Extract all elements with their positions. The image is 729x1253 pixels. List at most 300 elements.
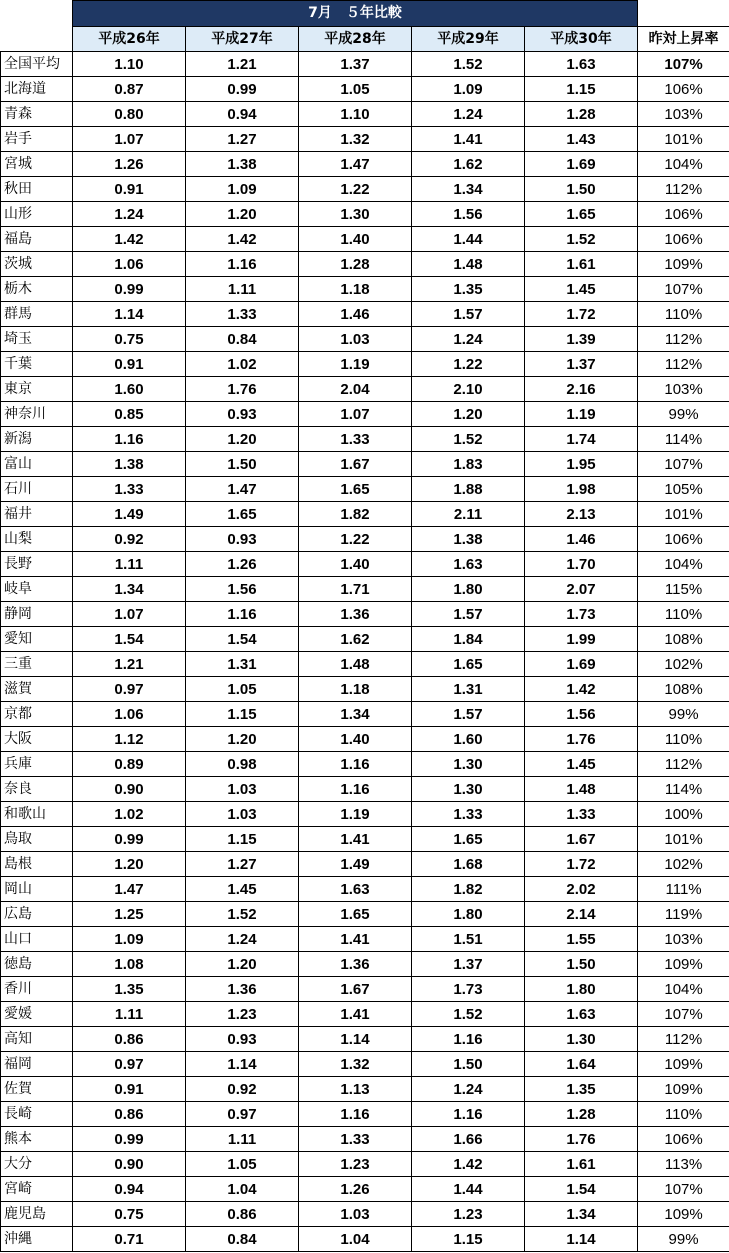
value-cell: 1.65	[186, 502, 299, 527]
value-cell: 1.37	[412, 952, 525, 977]
header-row	[1, 27, 729, 52]
rate-cell: 109%	[638, 1052, 729, 1077]
value-cell: 1.61	[525, 1152, 638, 1177]
rate-cell: 101%	[638, 502, 729, 527]
value-cell: 1.41	[412, 127, 525, 152]
value-cell: 1.45	[186, 877, 299, 902]
value-cell: 0.97	[73, 677, 186, 702]
title-row	[1, 1, 729, 27]
value-cell: 1.63	[299, 877, 412, 902]
value-cell: 1.22	[299, 527, 412, 552]
value-cell: 0.75	[73, 327, 186, 352]
table-row	[1, 577, 729, 602]
value-cell: 1.60	[412, 727, 525, 752]
value-cell: 2.16	[525, 377, 638, 402]
rate-cell: 114%	[638, 427, 729, 452]
table-row	[1, 452, 729, 477]
prefecture-name: 佐賀	[1, 1077, 73, 1102]
rate-cell: 112%	[638, 177, 729, 202]
table-row	[1, 977, 729, 1002]
rate-cell: 107%	[638, 1002, 729, 1027]
table-row	[1, 927, 729, 952]
value-cell: 0.84	[186, 327, 299, 352]
value-cell: 1.50	[525, 952, 638, 977]
value-cell: 1.16	[186, 252, 299, 277]
value-cell: 1.16	[299, 752, 412, 777]
value-cell: 1.88	[412, 477, 525, 502]
prefecture-name: 沖縄	[1, 1227, 73, 1252]
prefecture-name: 高知	[1, 1027, 73, 1052]
value-cell: 0.93	[186, 1027, 299, 1052]
value-cell: 1.09	[186, 177, 299, 202]
value-cell: 1.10	[299, 102, 412, 127]
value-cell: 1.33	[299, 427, 412, 452]
value-cell: 1.52	[412, 427, 525, 452]
value-cell: 1.72	[525, 852, 638, 877]
value-cell: 1.57	[412, 302, 525, 327]
prefecture-name: 茨城	[1, 252, 73, 277]
prefecture-name: 宮崎	[1, 1177, 73, 1202]
value-cell: 1.05	[299, 77, 412, 102]
value-cell: 1.11	[186, 277, 299, 302]
value-cell: 1.28	[299, 252, 412, 277]
value-cell: 1.45	[525, 752, 638, 777]
value-cell: 1.30	[299, 202, 412, 227]
value-cell: 1.22	[299, 177, 412, 202]
rate-cell: 112%	[638, 327, 729, 352]
table-row	[1, 1227, 729, 1252]
value-cell: 1.45	[525, 277, 638, 302]
table-row	[1, 102, 729, 127]
value-cell: 1.50	[412, 1052, 525, 1077]
value-cell: 1.83	[412, 452, 525, 477]
prefecture-name: 宮城	[1, 152, 73, 177]
prefecture-name: 鳥取	[1, 827, 73, 852]
prefecture-name: 山形	[1, 202, 73, 227]
value-cell: 1.07	[299, 402, 412, 427]
value-cell: 1.55	[525, 927, 638, 952]
value-cell: 1.48	[299, 652, 412, 677]
value-cell: 1.36	[186, 977, 299, 1002]
value-cell: 1.73	[525, 602, 638, 627]
year-header: 平成29年	[412, 27, 525, 52]
table-row	[1, 777, 729, 802]
prefecture-name: 滋賀	[1, 677, 73, 702]
value-cell: 1.54	[73, 627, 186, 652]
value-cell: 1.21	[73, 652, 186, 677]
value-cell: 0.89	[73, 752, 186, 777]
table-row	[1, 602, 729, 627]
table-row	[1, 652, 729, 677]
value-cell: 0.92	[73, 527, 186, 552]
value-cell: 1.04	[299, 1227, 412, 1252]
value-cell: 1.44	[412, 227, 525, 252]
value-cell: 1.15	[412, 1227, 525, 1252]
rate-cell: 119%	[638, 902, 729, 927]
value-cell: 1.22	[412, 352, 525, 377]
value-cell: 1.44	[412, 1177, 525, 1202]
value-cell: 1.20	[186, 727, 299, 752]
prefecture-name: 愛媛	[1, 1002, 73, 1027]
prefecture-name: 福岡	[1, 1052, 73, 1077]
rate-cell: 100%	[638, 802, 729, 827]
prefecture-name: 鹿児島	[1, 1202, 73, 1227]
value-cell: 1.98	[525, 477, 638, 502]
value-cell: 1.30	[412, 777, 525, 802]
value-cell: 1.02	[73, 802, 186, 827]
value-cell: 1.52	[525, 227, 638, 252]
value-cell: 1.73	[412, 977, 525, 1002]
table-row	[1, 302, 729, 327]
prefecture-name: 青森	[1, 102, 73, 127]
value-cell: 1.82	[299, 502, 412, 527]
prefecture-name: 岩手	[1, 127, 73, 152]
table-row	[1, 852, 729, 877]
value-cell: 1.38	[186, 152, 299, 177]
value-cell: 1.15	[186, 702, 299, 727]
prefecture-name: 山口	[1, 927, 73, 952]
value-cell: 1.14	[299, 1027, 412, 1052]
value-cell: 0.90	[73, 777, 186, 802]
value-cell: 1.32	[299, 1052, 412, 1077]
value-cell: 1.23	[412, 1202, 525, 1227]
value-cell: 1.07	[73, 127, 186, 152]
value-cell: 1.76	[525, 727, 638, 752]
value-cell: 1.20	[412, 402, 525, 427]
rate-cell: 101%	[638, 127, 729, 152]
rate-cell: 109%	[638, 252, 729, 277]
value-cell: 1.95	[525, 452, 638, 477]
value-cell: 1.14	[525, 1227, 638, 1252]
value-cell: 1.42	[186, 227, 299, 252]
rate-cell: 103%	[638, 927, 729, 952]
value-cell: 2.13	[525, 502, 638, 527]
value-cell: 0.91	[73, 177, 186, 202]
value-cell: 1.36	[299, 602, 412, 627]
value-cell: 1.20	[73, 852, 186, 877]
value-cell: 1.62	[299, 627, 412, 652]
table-row	[1, 727, 729, 752]
value-cell: 1.63	[525, 1002, 638, 1027]
prefecture-name: 岐阜	[1, 577, 73, 602]
value-cell: 1.19	[299, 352, 412, 377]
value-cell: 1.23	[299, 1152, 412, 1177]
rate-cell: 102%	[638, 652, 729, 677]
value-cell: 1.41	[299, 927, 412, 952]
table-row	[1, 227, 729, 252]
prefecture-name: 福井	[1, 502, 73, 527]
value-cell: 1.65	[299, 477, 412, 502]
value-cell: 0.97	[186, 1102, 299, 1127]
value-cell: 1.15	[525, 77, 638, 102]
value-cell: 1.16	[299, 777, 412, 802]
value-cell: 1.42	[412, 1152, 525, 1177]
value-cell: 1.34	[412, 177, 525, 202]
prefecture-name: 三重	[1, 652, 73, 677]
table-row	[1, 477, 729, 502]
rate-cell: 106%	[638, 1127, 729, 1152]
value-cell: 0.90	[73, 1152, 186, 1177]
value-cell: 0.97	[73, 1052, 186, 1077]
value-cell: 0.99	[73, 827, 186, 852]
year-header: 平成30年	[525, 27, 638, 52]
value-cell: 1.54	[186, 627, 299, 652]
prefecture-name: 千葉	[1, 352, 73, 377]
prefecture-name: 広島	[1, 902, 73, 927]
title-right-blank	[638, 1, 729, 27]
value-cell: 1.68	[412, 852, 525, 877]
table-body	[1, 52, 729, 1252]
value-cell: 1.19	[525, 402, 638, 427]
value-cell: 2.11	[412, 502, 525, 527]
value-cell: 1.33	[299, 1127, 412, 1152]
value-cell: 1.39	[525, 327, 638, 352]
rate-cell: 106%	[638, 527, 729, 552]
rate-cell: 107%	[638, 1177, 729, 1202]
value-cell: 1.40	[299, 552, 412, 577]
value-cell: 1.48	[525, 777, 638, 802]
value-cell: 1.38	[412, 527, 525, 552]
table-title: 7月 ５年比較	[73, 1, 638, 27]
prefecture-name: 愛知	[1, 627, 73, 652]
value-cell: 1.26	[186, 552, 299, 577]
value-cell: 1.46	[525, 527, 638, 552]
table-row	[1, 127, 729, 152]
rate-cell: 106%	[638, 202, 729, 227]
value-cell: 1.52	[412, 52, 525, 77]
table-row	[1, 1102, 729, 1127]
rate-cell: 109%	[638, 952, 729, 977]
value-cell: 1.16	[299, 1102, 412, 1127]
table-row	[1, 177, 729, 202]
value-cell: 1.41	[299, 1002, 412, 1027]
rate-cell: 106%	[638, 77, 729, 102]
value-cell: 1.35	[73, 977, 186, 1002]
value-cell: 0.91	[73, 1077, 186, 1102]
rate-cell: 110%	[638, 727, 729, 752]
value-cell: 1.14	[186, 1052, 299, 1077]
value-cell: 1.47	[186, 477, 299, 502]
prefecture-name: 熊本	[1, 1127, 73, 1152]
rate-cell: 110%	[638, 602, 729, 627]
table-row	[1, 952, 729, 977]
value-cell: 1.10	[73, 52, 186, 77]
rate-cell: 106%	[638, 227, 729, 252]
rate-cell: 108%	[638, 677, 729, 702]
value-cell: 1.25	[73, 902, 186, 927]
rate-cell: 112%	[638, 752, 729, 777]
rate-cell: 103%	[638, 377, 729, 402]
value-cell: 1.34	[525, 1202, 638, 1227]
rate-cell: 99%	[638, 1227, 729, 1252]
value-cell: 1.66	[412, 1127, 525, 1152]
value-cell: 1.34	[299, 702, 412, 727]
table-row	[1, 1052, 729, 1077]
value-cell: 1.52	[186, 902, 299, 927]
value-cell: 1.42	[73, 227, 186, 252]
prefecture-name: 福島	[1, 227, 73, 252]
table-row	[1, 877, 729, 902]
rate-cell: 110%	[638, 1102, 729, 1127]
table-row	[1, 1002, 729, 1027]
table-row	[1, 1202, 729, 1227]
value-cell: 0.87	[73, 77, 186, 102]
value-cell: 1.11	[73, 1002, 186, 1027]
table-row	[1, 1177, 729, 1202]
value-cell: 1.33	[525, 802, 638, 827]
year-header: 平成27年	[186, 27, 299, 52]
value-cell: 1.37	[525, 352, 638, 377]
value-cell: 1.56	[412, 202, 525, 227]
value-cell: 1.11	[73, 552, 186, 577]
value-cell: 1.09	[73, 927, 186, 952]
value-cell: 1.33	[186, 302, 299, 327]
rate-cell: 104%	[638, 152, 729, 177]
table-row	[1, 1127, 729, 1152]
rate-cell: 99%	[638, 702, 729, 727]
value-cell: 0.99	[73, 1127, 186, 1152]
prefecture-name: 神奈川	[1, 402, 73, 427]
value-cell: 1.67	[299, 977, 412, 1002]
prefecture-name: 長崎	[1, 1102, 73, 1127]
table-row	[1, 1152, 729, 1177]
value-cell: 1.99	[525, 627, 638, 652]
value-cell: 1.14	[73, 302, 186, 327]
value-cell: 1.49	[299, 852, 412, 877]
value-cell: 1.30	[525, 1027, 638, 1052]
rate-cell: 104%	[638, 552, 729, 577]
prefecture-name: 大阪	[1, 727, 73, 752]
prefecture-name: 奈良	[1, 777, 73, 802]
value-cell: 1.32	[299, 127, 412, 152]
header-corner	[1, 27, 73, 52]
table-row	[1, 702, 729, 727]
value-cell: 0.84	[186, 1227, 299, 1252]
table-row	[1, 377, 729, 402]
table-row	[1, 327, 729, 352]
table-row	[1, 152, 729, 177]
value-cell: 1.65	[299, 902, 412, 927]
value-cell: 1.26	[299, 1177, 412, 1202]
prefecture-name: 新潟	[1, 427, 73, 452]
value-cell: 0.93	[186, 402, 299, 427]
value-cell: 1.84	[412, 627, 525, 652]
value-cell: 1.67	[299, 452, 412, 477]
value-cell: 1.72	[525, 302, 638, 327]
table-row	[1, 752, 729, 777]
value-cell: 1.57	[412, 602, 525, 627]
rate-cell: 107%	[638, 277, 729, 302]
value-cell: 1.43	[525, 127, 638, 152]
table-row	[1, 252, 729, 277]
value-cell: 1.82	[412, 877, 525, 902]
table-row	[1, 202, 729, 227]
value-cell: 1.31	[186, 652, 299, 677]
value-cell: 0.99	[186, 77, 299, 102]
value-cell: 0.99	[73, 277, 186, 302]
rate-cell: 112%	[638, 352, 729, 377]
table-row	[1, 902, 729, 927]
table-row	[1, 277, 729, 302]
value-cell: 1.35	[525, 1077, 638, 1102]
value-cell: 1.51	[412, 927, 525, 952]
table-row	[1, 502, 729, 527]
value-cell: 0.92	[186, 1077, 299, 1102]
rate-cell: 107%	[638, 452, 729, 477]
value-cell: 0.80	[73, 102, 186, 127]
value-cell: 1.33	[73, 477, 186, 502]
national-average-row	[1, 52, 729, 77]
value-cell: 1.03	[299, 1202, 412, 1227]
value-cell: 1.48	[412, 252, 525, 277]
value-cell: 1.02	[186, 352, 299, 377]
value-cell: 1.15	[186, 827, 299, 852]
prefecture-name: 東京	[1, 377, 73, 402]
value-cell: 1.30	[412, 752, 525, 777]
value-cell: 0.75	[73, 1202, 186, 1227]
value-cell: 1.47	[299, 152, 412, 177]
prefecture-name: 兵庫	[1, 752, 73, 777]
value-cell: 1.06	[73, 702, 186, 727]
value-cell: 1.76	[186, 377, 299, 402]
value-cell: 1.65	[412, 652, 525, 677]
value-cell: 1.62	[412, 152, 525, 177]
value-cell: 1.41	[299, 827, 412, 852]
rate-cell: 107%	[638, 52, 729, 77]
table-row	[1, 527, 729, 552]
value-cell: 1.24	[412, 102, 525, 127]
value-cell: 1.07	[73, 602, 186, 627]
value-cell: 1.16	[73, 427, 186, 452]
prefecture-name: 大分	[1, 1152, 73, 1177]
value-cell: 1.74	[525, 427, 638, 452]
value-cell: 1.61	[525, 252, 638, 277]
value-cell: 1.06	[73, 252, 186, 277]
value-cell: 1.24	[186, 927, 299, 952]
value-cell: 1.24	[412, 327, 525, 352]
table-row	[1, 802, 729, 827]
value-cell: 1.12	[73, 727, 186, 752]
value-cell: 1.36	[299, 952, 412, 977]
value-cell: 1.20	[186, 427, 299, 452]
value-cell: 1.47	[73, 877, 186, 902]
value-cell: 1.69	[525, 652, 638, 677]
value-cell: 1.37	[299, 52, 412, 77]
rate-cell: 99%	[638, 402, 729, 427]
value-cell: 1.27	[186, 127, 299, 152]
table-row	[1, 1077, 729, 1102]
prefecture-name: 埼玉	[1, 327, 73, 352]
rate-cell: 105%	[638, 477, 729, 502]
value-cell: 1.40	[299, 727, 412, 752]
value-cell: 1.50	[186, 452, 299, 477]
value-cell: 1.63	[525, 52, 638, 77]
value-cell: 1.09	[412, 77, 525, 102]
table-row	[1, 77, 729, 102]
value-cell: 1.35	[412, 277, 525, 302]
rate-cell: 109%	[638, 1202, 729, 1227]
prefecture-name: 長野	[1, 552, 73, 577]
prefecture-name: 石川	[1, 477, 73, 502]
value-cell: 1.56	[186, 577, 299, 602]
prefecture-name: 島根	[1, 852, 73, 877]
value-cell: 1.27	[186, 852, 299, 877]
value-cell: 1.80	[525, 977, 638, 1002]
value-cell: 1.08	[73, 952, 186, 977]
value-cell: 1.60	[73, 377, 186, 402]
value-cell: 1.20	[186, 202, 299, 227]
value-cell: 0.86	[73, 1102, 186, 1127]
